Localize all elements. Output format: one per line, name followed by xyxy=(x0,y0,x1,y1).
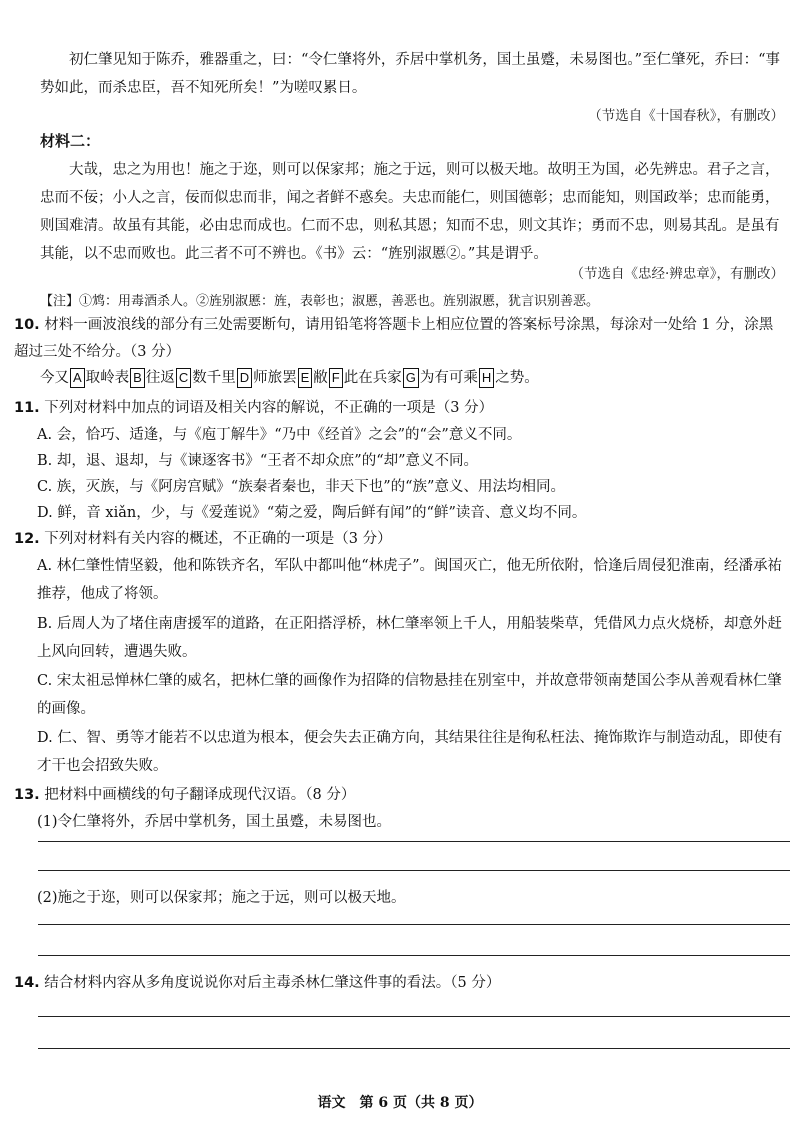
answer-line[interactable] xyxy=(38,870,790,871)
question-13-number: 13. xyxy=(14,787,40,803)
question-12-text: 下列对材料有关内容的概述，不正确的一项是（3 分） xyxy=(44,531,392,547)
question-12-number: 12. xyxy=(14,531,40,547)
q10-segment: 之势。 xyxy=(495,370,539,386)
material2-text: 大哉，忠之为用也！施之于迩，则可以保家邦；施之于远，则可以极天地。故明王为国，必先辨忠。君子之言，忠而不佞；小人之言，佞而似忠而非，闻之者鲜不惑矣。夫忠而能仁，则国德彰；忠而能知，则国政举；忠而能勇，则国难清。故虽有其能，必由忠而成也。仁而不忠，则私其恩；知而不忠，则文其诈；勇而不忠，则易其乱。是虽有其能，以不忠而败也。此三者不可不辨也。《书》云：“旌别淑慝②。”其是谓乎。 xyxy=(40,162,780,262)
question-10-sentence xyxy=(40,364,539,392)
q10-segment: 今又 xyxy=(40,370,69,386)
question-10-number: 10. xyxy=(14,317,40,333)
question-10 xyxy=(14,312,786,366)
question-14 xyxy=(14,970,786,997)
q10-segment: 取岭表 xyxy=(85,370,130,386)
question-13-text: 把材料中画横线的句子翻译成现代汉语。（8 分） xyxy=(44,787,356,803)
question-14-text: 结合材料内容从多角度说说你对后主毒杀林仁肇这件事的看法。（5 分） xyxy=(44,975,501,991)
q10-answer-box-h[interactable]: H xyxy=(479,368,494,388)
q12-option-d[interactable]: D. 仁、智、勇等才能若不以忠道为根本，便会失去正确方向，其结果往往是徇私枉法、掩饰欺诈与制造动乱，即使有才干也会招致失败。 xyxy=(37,730,783,774)
q10-segment: 此在兵家 xyxy=(343,370,402,386)
q13-sub2: (2)施之于迩，则可以保家邦；施之于远，则可以极天地。 xyxy=(37,890,406,906)
q10-answer-box-a[interactable]: A xyxy=(70,368,85,388)
answer-line[interactable] xyxy=(38,1048,790,1049)
q13-sub1: (1)令仁肇将外，乔居中掌机务，国土虽蹙，未易图也。 xyxy=(37,814,392,830)
q12-option-b[interactable]: B. 后周人为了堵住南唐援军的道路，在正阳搭浮桥，林仁肇率领上千人，用船装柴草，凭借风力点火烧桥，却意外赶上风向回转，遭遇失败。 xyxy=(37,616,782,660)
q10-segment: 师旅罢 xyxy=(253,370,297,386)
q10-segment: 数千里 xyxy=(192,370,236,386)
answer-line[interactable] xyxy=(38,841,790,842)
q10-answer-box-d[interactable]: D xyxy=(237,368,252,388)
question-11 xyxy=(14,395,786,422)
q10-answer-box-c[interactable]: C xyxy=(176,368,191,388)
q10-answer-box-f[interactable]: F xyxy=(329,368,343,388)
q10-answer-box-b[interactable]: B xyxy=(130,368,145,388)
answer-line[interactable] xyxy=(38,1016,790,1017)
material1-source: （节选自《十国春秋》，有删改） xyxy=(588,108,784,124)
answer-line[interactable] xyxy=(38,955,790,956)
q10-segment: 往返 xyxy=(145,370,175,386)
material2-header: 材料二： xyxy=(40,132,101,150)
question-10-text: 材料一画波浪线的部分有三处需要断句，请用铅笔将答题卡上相应位置的答案标号涂黑，每涂对一处给 1 分，涂黑超过三处不给分。（3 分） xyxy=(14,317,774,360)
question-14-number: 14. xyxy=(14,975,40,991)
material2-source: （节选自《忠经·辨忠章》，有删改） xyxy=(570,266,784,282)
page-footer: 语文 第 6 页（共 8 页） xyxy=(317,1095,483,1111)
question-12 xyxy=(14,526,786,553)
question-11-text: 下列对材料中加点的词语及相关内容的解说，不正确的一项是（3 分） xyxy=(44,400,494,416)
q10-answer-box-e[interactable]: E xyxy=(298,368,313,388)
q10-segment: 敝 xyxy=(313,370,328,386)
question-11-number: 11. xyxy=(14,400,40,416)
question-13 xyxy=(14,782,786,809)
q12-option-c[interactable]: C. 宋太祖忌惮林仁肇的威名，把林仁肇的画像作为招降的信物悬挂在别室中，并故意带领南楚国公李从善观看林仁肇的画像。 xyxy=(37,673,782,717)
material2-note: 【注】①鸩：用毒酒杀人。②旌别淑慝：旌，表彰也；淑慝，善恶也。旌别淑慝，犹言识别善恶。 xyxy=(40,294,600,309)
q10-segment: 为有可乘 xyxy=(419,370,478,386)
q10-answer-box-g[interactable]: G xyxy=(403,368,419,388)
material1-text: 初仁肇见知于陈乔，雅器重之，曰：“令仁肇将外，乔居中掌机务，国土虽蹙，未易图也。”至仁肇死，乔曰：“事势如此，而杀忠臣，吾不知死所矣！”为嗟叹累日。 xyxy=(40,52,780,96)
q12-option-a[interactable]: A. 林仁肇性情坚毅，他和陈铁齐名，军队中都叫他“林虎子”。闽国灭亡，他无所依附，恰逢后周侵犯淮南，经潘承祐推荐，他成了将领。 xyxy=(37,558,783,602)
q11-option-c[interactable]: C. 族，灭族，与《阿房宫赋》“族秦者秦也，非天下也”的“族”意义、用法均相同。 xyxy=(37,479,565,495)
q11-option-a[interactable]: A. 会，恰巧、适逢，与《庖丁解牛》“乃中《经首》之会”的“会”意义不同。 xyxy=(37,427,522,443)
q11-option-d[interactable]: D. 鲜，音 xiǎn，少，与《爱莲说》“菊之爱，陶后鲜有闻”的“鲜”读音、意义均不同。 xyxy=(37,505,587,521)
q11-option-b[interactable]: B. 却，退、退却，与《谏逐客书》“王者不却众庶”的“却”意义不同。 xyxy=(37,453,479,469)
answer-line[interactable] xyxy=(38,924,790,925)
